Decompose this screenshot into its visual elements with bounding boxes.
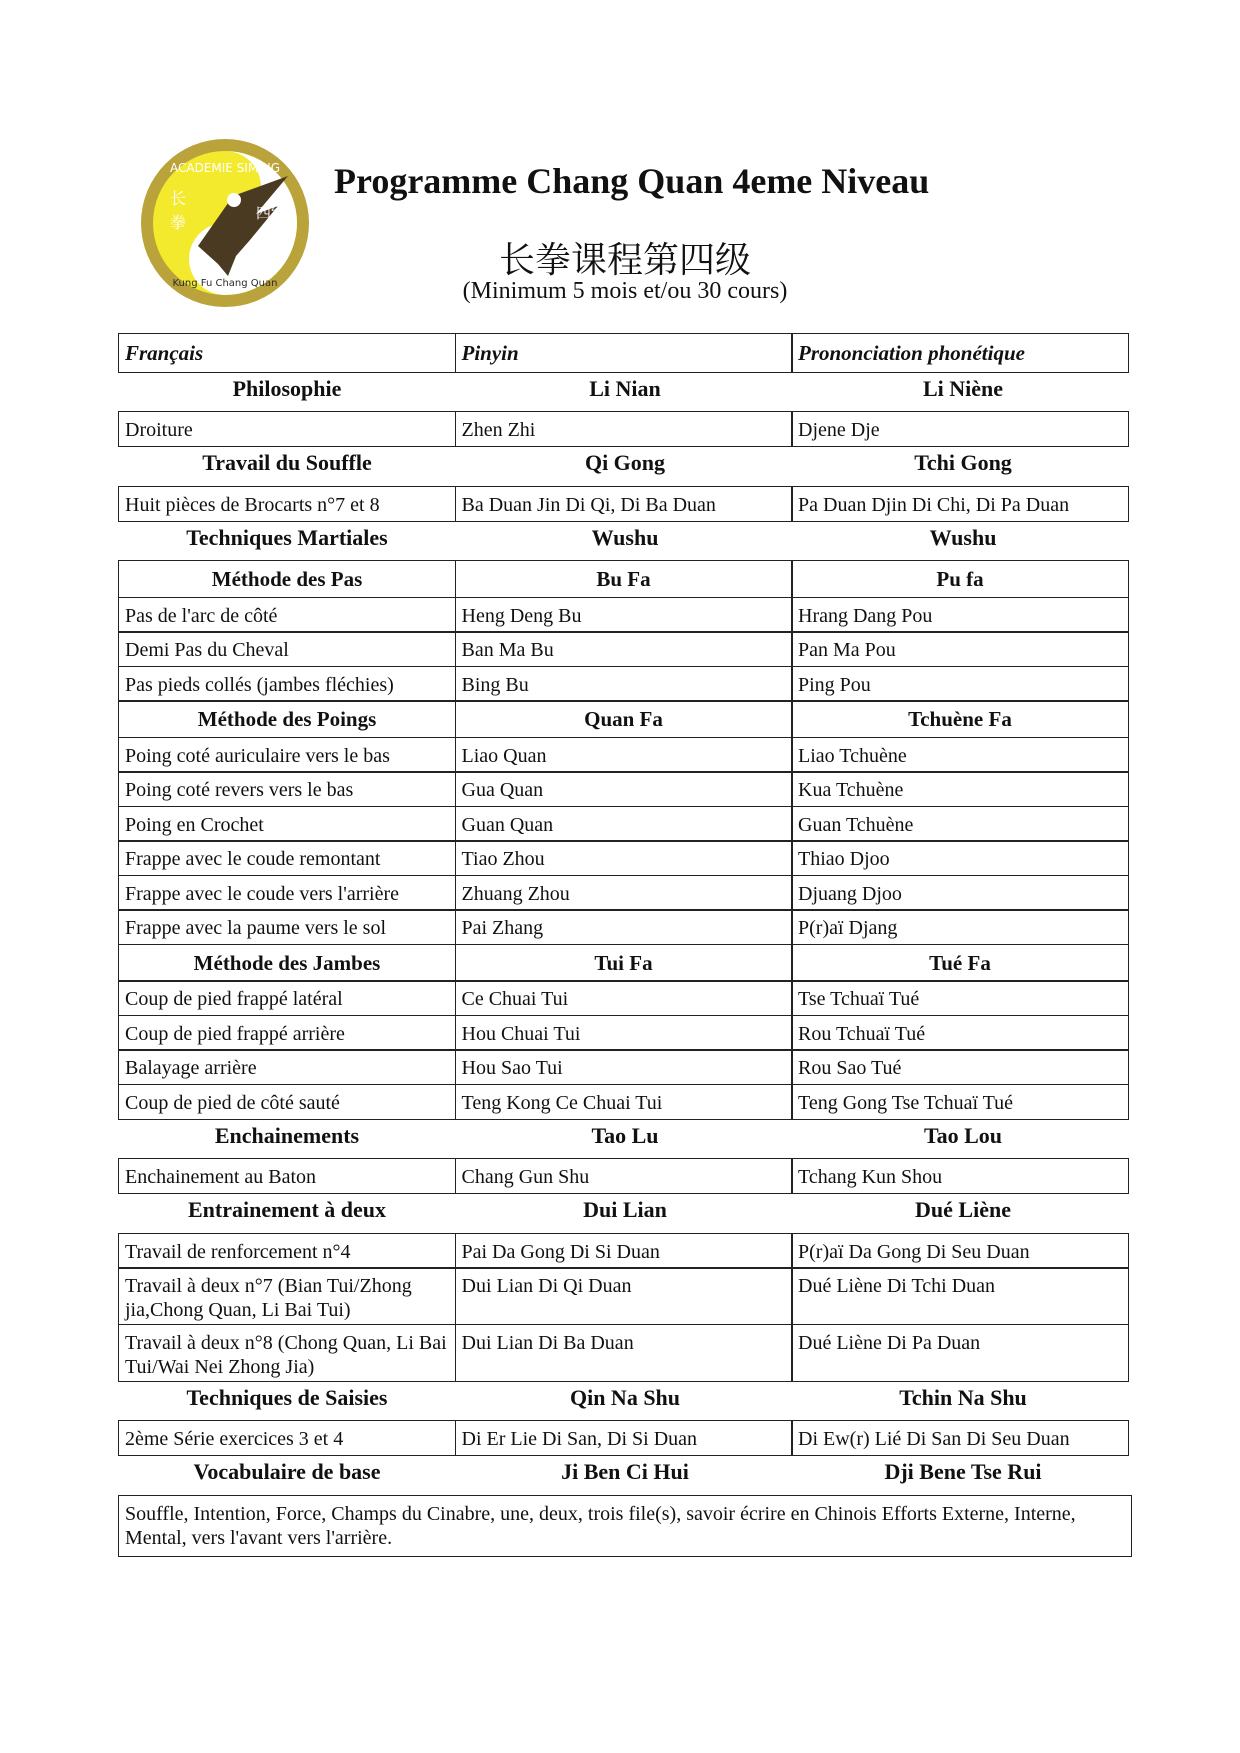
pinyin-cell: Pai Zhang bbox=[455, 909, 793, 945]
section-row bbox=[118, 447, 1132, 487]
francais-cell: Huit pièces de Brocarts n°7 et 8 bbox=[118, 486, 456, 522]
table-row bbox=[118, 1422, 1132, 1457]
pinyin-cell: Teng Kong Ce Chuai Tui bbox=[455, 1084, 793, 1120]
pinyin-cell: Ban Ma Bu bbox=[455, 631, 793, 667]
pinyin-cell: Qin Na Shu bbox=[569, 1384, 681, 1410]
vocabulary-cell: Souffle, Intention, Force, Champs du Cinabre, une, deux, trois file(s), savoir écrire en Chinois Efforts Externe, Interne, Mental, vers l'avant vers l'arrière. bbox=[118, 1495, 1132, 1557]
table-row bbox=[118, 1051, 1132, 1086]
table-row bbox=[118, 413, 1132, 448]
phonetique-cell: Tchang Kun Shou bbox=[791, 1158, 1129, 1194]
subsection-row bbox=[118, 562, 1132, 599]
pinyin-cell: Bing Bu bbox=[455, 666, 793, 702]
page-subtitle-chinese: 长拳课程第四级 bbox=[498, 240, 751, 281]
table-row bbox=[118, 1016, 1132, 1051]
logo-text-chang: 长 bbox=[170, 189, 187, 208]
phonetique-cell: Rou Tchuaï Tué bbox=[791, 1015, 1129, 1051]
pinyin-cell: Bu Fa bbox=[455, 560, 793, 598]
francais-cell: Poing en Crochet bbox=[118, 806, 456, 842]
table-row bbox=[118, 1234, 1132, 1269]
francais-cell: Poing coté auriculaire vers le bas bbox=[118, 737, 456, 773]
table-row bbox=[118, 487, 1132, 522]
table-row bbox=[118, 773, 1132, 808]
francais-cell: Enchainement au Baton bbox=[118, 1158, 456, 1194]
phonetique-cell: Dji Bene Tse Rui bbox=[884, 1459, 1042, 1484]
phonetique-cell: Thiao Djoo bbox=[791, 840, 1129, 876]
francais-cell: Droiture bbox=[118, 411, 456, 447]
francais-cell: Méthode des Pas bbox=[118, 560, 456, 598]
francais-cell: Poing coté revers vers le bas bbox=[118, 771, 456, 807]
francais-cell: Travail à deux n°8 (Chong Quan, Li Bai Tui/Wai Nei Zhong Jia) bbox=[118, 1324, 456, 1382]
pinyin-cell: Zhuang Zhou bbox=[455, 875, 793, 911]
logo-text-top: ACADEMIE SIMING bbox=[169, 161, 281, 175]
pinyin-cell: Pai Da Gong Di Si Duan bbox=[455, 1233, 793, 1269]
academie-siming-logo bbox=[138, 136, 312, 310]
phonetique-cell: Djuang Djoo bbox=[791, 875, 1129, 911]
pinyin-cell: Dui Lian Di Qi Duan bbox=[455, 1267, 793, 1325]
pinyin-cell: Ce Chuai Tui bbox=[455, 980, 793, 1016]
section-row bbox=[118, 373, 1132, 413]
table-row bbox=[118, 1325, 1132, 1382]
section-row bbox=[118, 522, 1132, 562]
minimum-duration: (Minimum 5 mois et/ou 30 cours) bbox=[462, 278, 788, 304]
vocabulary-row bbox=[118, 1496, 1132, 1557]
subsection-row bbox=[118, 702, 1132, 739]
phonetique-cell: Pu fa bbox=[791, 560, 1129, 598]
section-row bbox=[118, 1120, 1132, 1160]
table-row bbox=[118, 982, 1132, 1017]
francais-cell: Coup de pied de côté sauté bbox=[118, 1084, 456, 1120]
phonetique-cell: Dué Liène Di Pa Duan bbox=[791, 1324, 1129, 1382]
pinyin-cell: Tiao Zhou bbox=[455, 840, 793, 876]
pinyin-cell: Ji Ben Ci Hui bbox=[561, 1459, 689, 1484]
francais-cell: Frappe avec la paume vers le sol bbox=[118, 909, 456, 945]
table-row bbox=[118, 876, 1132, 911]
phonetique-cell: Tchi Gong bbox=[914, 450, 1012, 475]
section-row bbox=[118, 1194, 1132, 1234]
francais-cell: Frappe avec le coude remontant bbox=[118, 840, 456, 876]
pinyin-cell: Quan Fa bbox=[455, 700, 793, 738]
francais-cell: Pas de l'arc de côté bbox=[118, 597, 456, 633]
francais-cell: Entrainement à deux bbox=[188, 1197, 386, 1222]
phonetique-cell: Ping Pou bbox=[791, 666, 1129, 702]
table-row bbox=[118, 1269, 1132, 1326]
column-header-phonetique: Prononciation phonétique bbox=[791, 333, 1129, 373]
phonetique-cell: Hrang Dang Pou bbox=[791, 597, 1129, 633]
section-row bbox=[118, 1456, 1132, 1496]
table-row bbox=[118, 633, 1132, 668]
logo-text-quan: 拳 bbox=[170, 213, 187, 232]
phonetique-cell: Tué Fa bbox=[791, 944, 1129, 982]
table-header-row bbox=[118, 334, 1132, 373]
francais-cell: Travail de renforcement n°4 bbox=[118, 1233, 456, 1269]
phonetique-cell: P(r)aï Djang bbox=[791, 909, 1129, 945]
pinyin-cell: Qi Gong bbox=[584, 450, 666, 475]
phonetique-cell: Li Niène bbox=[922, 375, 1004, 401]
pinyin-cell: Dui Lian bbox=[583, 1197, 667, 1222]
subsection-row bbox=[118, 945, 1132, 982]
phonetique-cell: Kua Tchuène bbox=[791, 771, 1129, 807]
pinyin-cell: Heng Deng Bu bbox=[455, 597, 793, 633]
pinyin-cell: Tao Lu bbox=[591, 1122, 659, 1148]
pinyin-cell: Liao Quan bbox=[455, 737, 793, 773]
francais-cell: Philosophie bbox=[232, 375, 342, 401]
table-row bbox=[118, 911, 1132, 946]
francais-cell: Balayage arrière bbox=[118, 1049, 456, 1085]
francais-cell: 2ème Série exercices 3 et 4 bbox=[118, 1420, 456, 1456]
pinyin-cell: Chang Gun Shu bbox=[455, 1158, 793, 1194]
phonetique-cell: Rou Sao Tué bbox=[791, 1049, 1129, 1085]
column-header-pinyin: Pinyin bbox=[455, 333, 793, 373]
francais-cell: Demi Pas du Cheval bbox=[118, 631, 456, 667]
phonetique-cell: Tse Tchuaï Tué bbox=[791, 980, 1129, 1016]
pinyin-cell: Gua Quan bbox=[455, 771, 793, 807]
pinyin-cell: Guan Quan bbox=[455, 806, 793, 842]
phonetique-cell: P(r)aï Da Gong Di Seu Duan bbox=[791, 1233, 1129, 1269]
phonetique-cell: Liao Tchuène bbox=[791, 737, 1129, 773]
program-table bbox=[118, 334, 1132, 1557]
pinyin-cell: Li Nian bbox=[589, 375, 661, 401]
pinyin-cell: Zhen Zhi bbox=[455, 411, 793, 447]
phonetique-cell: Tchin Na Shu bbox=[899, 1384, 1027, 1410]
table-row bbox=[118, 807, 1132, 842]
phonetique-cell: Di Ew(r) Lié Di San Di Seu Duan bbox=[791, 1420, 1129, 1456]
pinyin-cell: Tui Fa bbox=[455, 944, 793, 982]
francais-cell: Enchainements bbox=[214, 1122, 360, 1148]
logo-text-bottom: Kung Fu Chang Quan bbox=[172, 278, 278, 289]
francais-cell: Pas pieds collés (jambes fléchies) bbox=[118, 666, 456, 702]
table-row bbox=[118, 738, 1132, 773]
francais-cell: Techniques Martiales bbox=[186, 524, 388, 550]
column-header-francais: Français bbox=[118, 333, 456, 373]
francais-cell: Vocabulaire de base bbox=[193, 1459, 381, 1484]
francais-cell: Frappe avec le coude vers l'arrière bbox=[118, 875, 456, 911]
phonetique-cell: Dué Liène Di Tchi Duan bbox=[791, 1267, 1129, 1325]
pinyin-cell: Hou Sao Tui bbox=[455, 1049, 793, 1085]
section-row bbox=[118, 1382, 1132, 1422]
table-row bbox=[118, 842, 1132, 877]
phonetique-cell: Wushu bbox=[929, 524, 997, 550]
pinyin-cell: Wushu bbox=[591, 524, 659, 550]
logo-text-level: 四级 bbox=[256, 204, 287, 222]
phonetique-cell: Tao Lou bbox=[923, 1122, 1003, 1148]
francais-cell: Méthode des Poings bbox=[118, 700, 456, 738]
pinyin-cell: Dui Lian Di Ba Duan bbox=[455, 1324, 793, 1382]
francais-cell: Coup de pied frappé arrière bbox=[118, 1015, 456, 1051]
table-row bbox=[118, 598, 1132, 633]
francais-cell: Coup de pied frappé latéral bbox=[118, 980, 456, 1016]
phonetique-cell: Pan Ma Pou bbox=[791, 631, 1129, 667]
phonetique-cell: Djene Dje bbox=[791, 411, 1129, 447]
table-row bbox=[118, 1085, 1132, 1120]
phonetique-cell: Tchuène Fa bbox=[791, 700, 1129, 738]
francais-cell: Travail à deux n°7 (Bian Tui/Zhong jia,Chong Quan, Li Bai Tui) bbox=[118, 1267, 456, 1325]
pinyin-cell: Ba Duan Jin Di Qi, Di Ba Duan bbox=[455, 486, 793, 522]
page-title: Programme Chang Quan 4eme Niveau bbox=[334, 161, 930, 201]
phonetique-cell: Dué Liène bbox=[915, 1197, 1011, 1222]
phonetique-cell: Guan Tchuène bbox=[791, 806, 1129, 842]
table-row bbox=[118, 1160, 1132, 1195]
table-row bbox=[118, 667, 1132, 702]
phonetique-cell: Teng Gong Tse Tchuaï Tué bbox=[791, 1084, 1129, 1120]
pinyin-cell: Di Er Lie Di San, Di Si Duan bbox=[455, 1420, 793, 1456]
francais-cell: Travail du Souffle bbox=[202, 450, 372, 475]
phonetique-cell: Pa Duan Djin Di Chi, Di Pa Duan bbox=[791, 486, 1129, 522]
francais-cell: Techniques de Saisies bbox=[186, 1384, 388, 1410]
pinyin-cell: Hou Chuai Tui bbox=[455, 1015, 793, 1051]
francais-cell: Méthode des Jambes bbox=[118, 944, 456, 982]
